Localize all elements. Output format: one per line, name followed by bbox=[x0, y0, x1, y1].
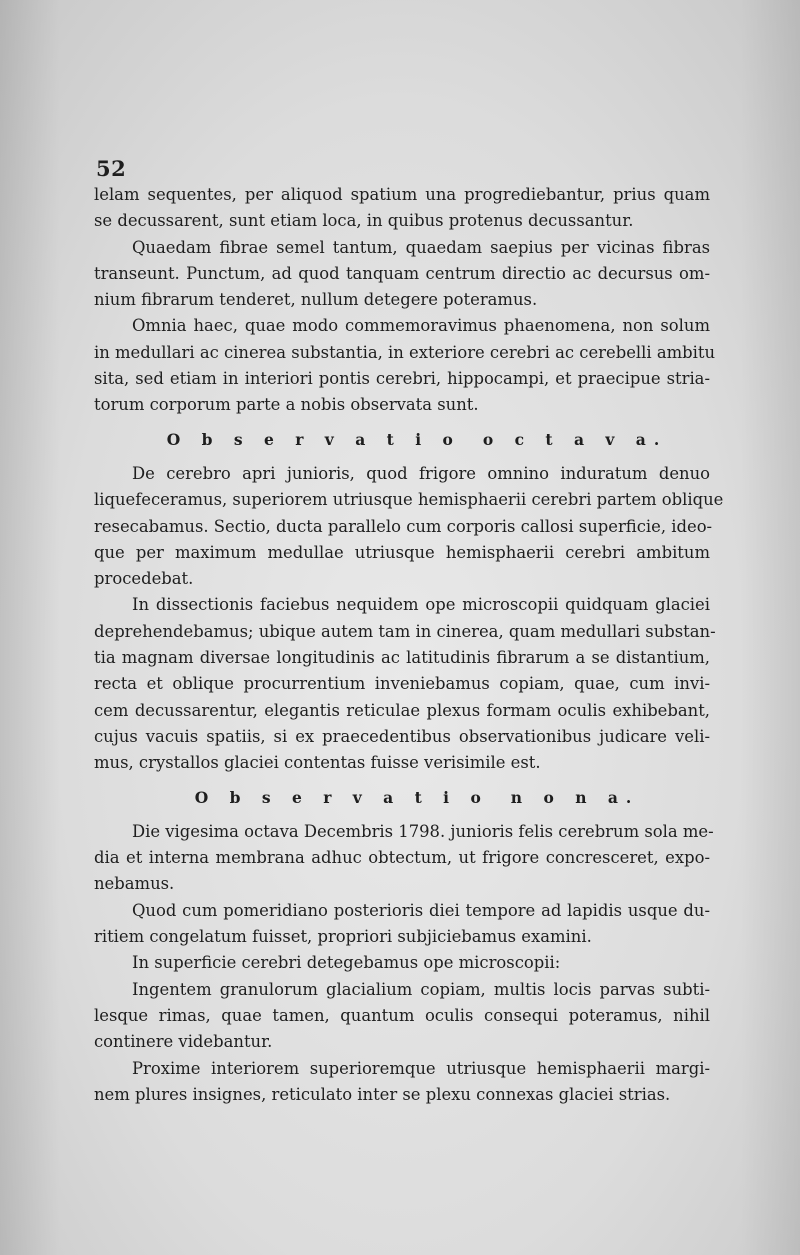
text-line: torum corporum parte a nobis observata sunt. bbox=[94, 395, 479, 415]
text-line: De cerebro apri junioris, quod frigore omnino induratum denuo bbox=[132, 463, 710, 483]
text-line: nium fibrarum tenderet, nullum detegere poteramus. bbox=[94, 290, 538, 310]
text-line: Die vigesima octava Decembris 1798. junioris felis cerebrum sola me- bbox=[132, 821, 714, 841]
section-spacer bbox=[94, 811, 710, 819]
section-heading-word: O b s e r v a t i o bbox=[194, 787, 489, 807]
text-line: dia et interna membrana adhuc obtectum, ut frigore concresceret, expo- bbox=[94, 848, 710, 868]
text-line: Omnia haec, quae modo commemoravimus phaenomena, non solum bbox=[132, 316, 710, 336]
text-line: Quaedam fibrae semel tantum, quaedam saepius per vicinas fibras bbox=[132, 237, 710, 257]
text-line: nem plures insignes, reticulato inter se plexu connexas glaciei strias. bbox=[94, 1084, 671, 1104]
section-spacer bbox=[94, 777, 710, 785]
text-line: cujus vacuis spatiis, si ex praecedentibus observationibus judicare veli- bbox=[94, 726, 710, 746]
section-spacer bbox=[94, 453, 710, 461]
section-heading-word: n o n a. bbox=[510, 787, 640, 807]
section-heading-word: O b s e r v a t i o bbox=[166, 429, 461, 449]
text-line: Proxime interiorem superioremque utriusque hemisphaerii margi- bbox=[132, 1058, 710, 1078]
text-line: transeunt. Punctum, ad quod tanquam centrum directio ac decursus om- bbox=[94, 263, 710, 283]
text-line: Quod cum pomeridiano posterioris diei tempore ad lapidis usque du- bbox=[132, 900, 710, 920]
section-spacer bbox=[94, 419, 710, 427]
text-line: nebamus. bbox=[94, 874, 175, 894]
text-line: ritiem congelatum fuisset, propriori subjiciebamus examini. bbox=[94, 927, 592, 947]
text-line: deprehendebamus; ubique autem tam in cinerea, quam medullari substan- bbox=[94, 621, 716, 641]
section-heading-word: o c t a v a. bbox=[482, 429, 668, 449]
text-line: sita, sed etiam in interiori pontis cerebri, hippocampi, et praecipue stria- bbox=[94, 369, 710, 389]
text-line: mus, crystallos glaciei contentas fuisse verisimile est. bbox=[94, 753, 541, 773]
text-line: continere videbantur. bbox=[94, 1032, 273, 1052]
section-heading bbox=[94, 427, 710, 453]
text-line: Ingentem granulorum glacialium copiam, multis locis parvas subti- bbox=[132, 979, 710, 999]
text-line: tia magnam diversae longitudinis ac latitudinis fibrarum a se distantium, bbox=[94, 648, 710, 668]
text-line: resecabamus. Sectio, ducta parallelo cum corporis callosi superficie, ideo- bbox=[94, 516, 713, 536]
page-number: 52 bbox=[96, 156, 127, 181]
text-line: lesque rimas, quae tamen, quantum oculis consequi poteramus, nihil bbox=[94, 1005, 710, 1025]
text-line: que per maximum medullae utriusque hemisphaerii cerebri ambitum bbox=[94, 542, 710, 562]
text-line: In superficie cerebri detegebamus ope microscopii: bbox=[132, 953, 561, 973]
text-line: In dissectionis faciebus nequidem ope microscopii quidquam glaciei bbox=[132, 595, 710, 615]
section-heading bbox=[94, 785, 710, 811]
text-line: procedebat. bbox=[94, 569, 194, 589]
page-edge-shadow-right bbox=[740, 0, 800, 1255]
body-text bbox=[94, 182, 724, 1108]
text-line: lelam sequentes, per aliquod spatium una progrediebantur, prius quam bbox=[94, 185, 710, 204]
text-line: recta et oblique procurrentium inveniebamus copiam, quae, cum invi- bbox=[94, 674, 710, 694]
page-edge-shadow-left bbox=[0, 0, 60, 1255]
text-line: liquefeceramus, superiorem utriusque hemisphaerii cerebri partem oblique bbox=[94, 490, 724, 510]
text-line: cem decussarentur, elegantis reticulae plexus formam oculis exhibebant, bbox=[94, 700, 710, 720]
text-line: se decussarent, sunt etiam loca, in quibus protenus decussantur. bbox=[94, 211, 634, 231]
text-line: in medullari ac cinerea substantia, in exteriore cerebri ac cerebelli ambitu bbox=[94, 342, 716, 362]
